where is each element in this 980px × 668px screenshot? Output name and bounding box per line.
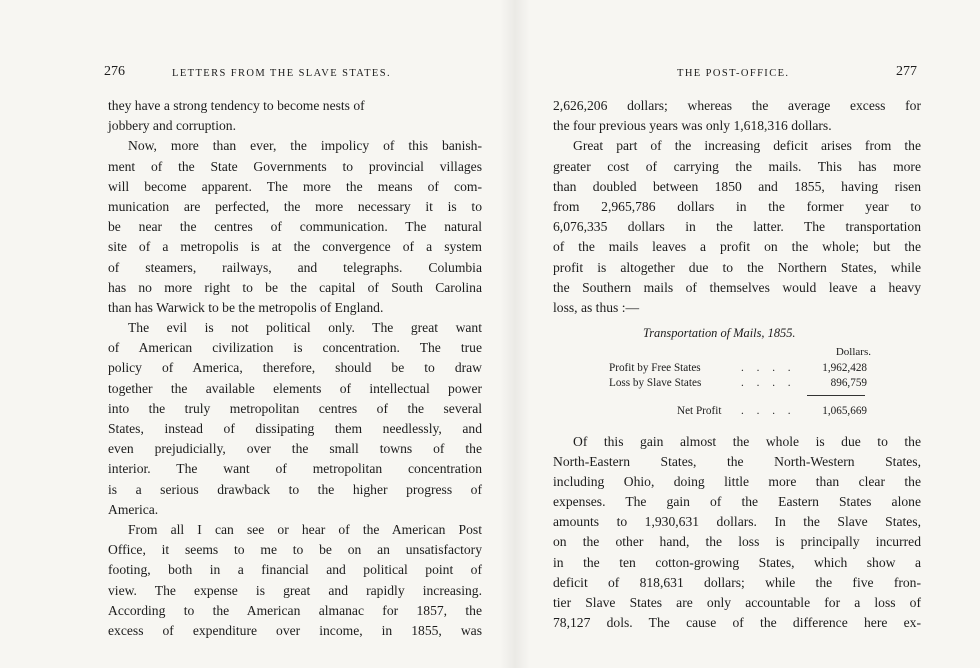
text-line: Office, it seems to me to be on an unsatisfactory [108,542,482,558]
text-line: ment of the State Governments to provincial villages [108,158,482,174]
left-page-number: 276 [104,64,125,79]
text-line: tier Slave States are only accountable for a loss of [553,594,921,610]
text-line: munication are perfected, the more necessary it is to [108,198,482,214]
text-line: is a serious drawback to the higher progress of [108,481,482,497]
text-line: profit is altogether due to the Northern States, while [553,259,921,275]
table-caption: Transportation of Mails, 1855. [643,326,796,340]
right-page-number: 277 [896,64,917,79]
left-running-head [104,64,482,84]
text-line: into the truly metropolitan centres of the several [108,400,482,416]
text-line: From all I can see or hear of the American Post [128,521,482,537]
text-line: even prejudicially, over the small towns of the [108,441,482,457]
text-line: loss, as thus :— [553,299,640,315]
text-line: view. The expense is great and rapidly increasing. [108,582,482,598]
row-value: 896,759 [830,377,867,389]
text-line: footing, both in a financial and political point of [108,562,482,578]
right-running-title: THE POST-OFFICE. [677,68,790,79]
text-line: the Southern mails of themselves would leave a heavy [553,279,921,295]
sum-rule [807,395,865,396]
row-leader-dots: . . . . [741,362,796,374]
text-line: policy of America, therefore, should be to draw [108,360,482,376]
total-value: 1,065,669 [822,405,867,417]
row-label: Profit by Free States [609,362,701,374]
text-line: than doubled between 1850 and 1855, having risen [553,178,921,194]
text-line: from 2,965,786 dollars in the former year to [553,198,921,214]
text-line: including Ohio, doing little more than clear the [553,474,921,490]
text-line: than has Warwick to be the metropolis of England. [108,299,384,315]
text-line: in the ten cotton-growing States, which show a [553,554,921,570]
right-page [553,0,921,668]
right-body-text-bottom [553,432,921,633]
left-running-title: LETTERS FROM THE SLAVE STATES. [172,68,391,79]
text-line: 78,127 dols. The cause of the difference here ex- [553,614,921,630]
text-line: they have a strong tendency to become nests of [108,98,365,113]
right-running-head [553,66,921,84]
text-line: the four previous years was only 1,618,316 dollars. [553,118,832,134]
text-line: will become apparent. The more the means of com- [108,178,482,194]
text-line: According to the American almanac for 1857, the [108,602,482,618]
text-line: interior. The want of metropolitan concentration [108,461,482,477]
text-line: site of a metropolis is at the convergence of a system [108,239,482,255]
text-line: 2,626,206 dollars; whereas the average excess for [553,98,921,113]
text-line: Now, more than ever, the impolicy of this banish- [128,138,482,154]
text-line: has no more right to be the capital of South Carolina [108,279,482,295]
text-line: Great part of the increasing deficit arises from the [573,138,921,154]
text-line: America. [108,501,159,517]
row-label: Loss by Slave States [609,377,702,389]
table-unit: Dollars. [835,346,871,358]
text-line: together the available elements of intellectual power [108,380,482,396]
text-line: 6,076,335 dollars in the latter. The transportation [553,219,921,235]
text-line: excess of expenditure over income, in 1855, was [108,622,482,638]
text-line: of American civilization is concentration. The true [108,340,482,356]
left-page [104,0,482,668]
text-line: Of this gain almost the whole is due to the [573,434,921,449]
total-leader-dots: . . . . [741,405,796,417]
text-line: deficit of 818,631 dollars; while the five fron- [553,574,921,590]
row-leader-dots: . . . . [741,377,796,389]
total-label: Net Profit [677,405,722,417]
text-line: The evil is not political only. The great want [128,320,482,336]
text-line: on the other hand, the loss is principally incurred [553,534,921,550]
text-line: of steamers, railways, and telegraphs. Columbia [108,259,482,275]
text-line: be near the centres of communication. The natural [108,219,482,235]
book-gutter [500,0,530,668]
text-line: States, instead of dissipating them needlessly, and [108,421,482,436]
text-line: North-Eastern States, the North-Western States, [553,454,921,470]
right-body-text-top [553,96,921,318]
text-line: amounts to 1,930,631 dollars. In the Slave States, [553,514,921,530]
text-line: jobbery and corruption. [108,118,236,134]
row-value: 1,962,428 [822,362,867,374]
text-line: expenses. The gain of the Eastern States alone [553,494,921,510]
text-line: greater cost of carrying the mails. This has more [553,158,921,174]
left-body-text [108,96,482,641]
text-line: of the mails leaves a profit on the whole; but the [553,239,921,255]
